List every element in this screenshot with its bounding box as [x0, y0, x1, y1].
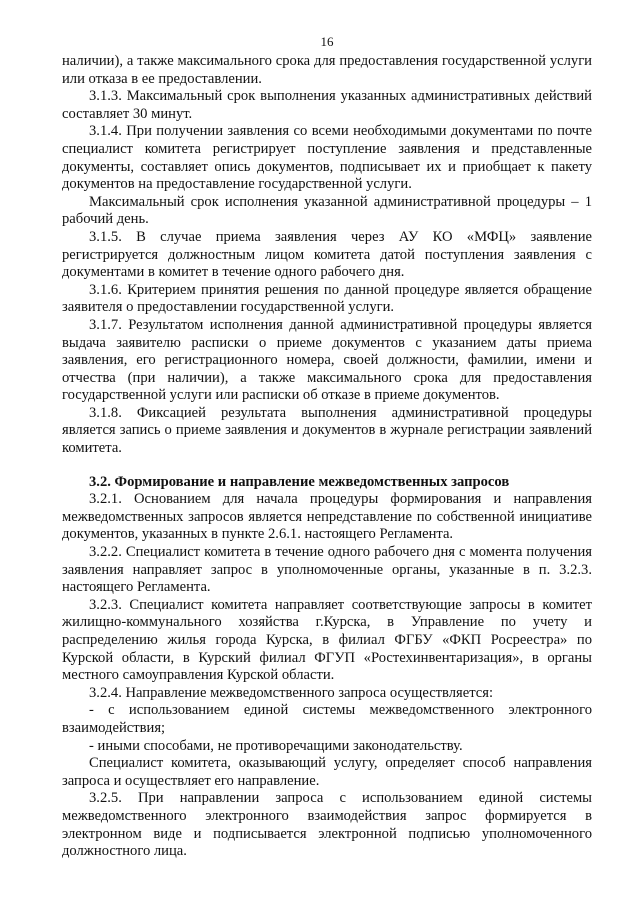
paragraph-3-1-7: 3.1.7. Результатом исполнения данной административной процедуры является выдача заявителю расписки о приеме документов с указанием даты приема заявления, его регистрационного номера, своей должности, фамилии, имени и отчества (при наличии), а также максимального срока для предоставления государственной услуги или расписки об отказе в приеме документов.	[62, 316, 592, 404]
document-body	[62, 53, 592, 861]
paragraph-3-2-3: 3.2.3. Специалист комитета направляет соответствующие запросы в комитет жилищно-коммунального хозяйства г.Курска, в Управление по учету и распределению жилья города Курска, в филиал ФГБУ «ФКП Росреестра» по Курской области, в Курский филиал ФГУП «Ростехинвентаризация», в органы местного самоуправления Курской области.	[62, 596, 592, 684]
paragraph-3-1-8: 3.1.8. Фиксацией результата выполнения административной процедуры является запись о приеме заявления и документов в журнале регистрации заявлений комитета.	[62, 404, 592, 457]
paragraph-max-term: Максимальный срок исполнения указанной административной процедуры – 1 рабочий день.	[62, 193, 592, 228]
page-number: 16	[320, 34, 334, 49]
paragraph-continuation: наличии), а также максимального срока для предоставления государственной услуги или отказа в ее предоставлении.	[62, 53, 592, 87]
list-item-smev: - с использованием единой системы межведомственного электронного взаимодействия;	[62, 702, 592, 736]
paragraph-3-2-2: 3.2.2. Специалист комитета в течение одного рабочего дня с момента получения заявления направляет запрос в уполномоченные органы, указанные в п. 3.2.3. настоящего Регламента.	[62, 544, 592, 596]
paragraph-3-1-5: 3.1.5. В случае приема заявления через АУ КО «МФЦ» заявление регистрируется должностным лицом комитета датой поступления заявления с документами в комитет в течение одного рабочего дня.	[62, 228, 592, 281]
section-heading-3-2: 3.2. Формирование и направление межведомственных запросов	[89, 473, 510, 490]
list-item-other-methods: - иными способами, не противоречащими законодательству.	[89, 737, 463, 754]
paragraph-3-1-3: 3.1.3. Максимальный срок выполнения указанных административных действий составляет 30 минут.	[62, 88, 592, 122]
paragraph-3-2-1: 3.2.1. Основанием для начала процедуры формирования и направления межведомственных запросов является непредставление по собственной инициативе документов, указанных в пункте 2.6.1. настоящего Регламента.	[62, 491, 592, 543]
paragraph-3-2-4: 3.2.4. Направление межведомственного запроса осуществляется:	[89, 684, 494, 701]
paragraph-3-2-5: 3.2.5. При направлении запроса с использованием единой системы межведомственного электронного взаимодействия запрос формируется в электронном виде и подписывается электронной подписью уполномоченного должностного лица.	[62, 790, 592, 860]
paragraph-3-1-4: 3.1.4. При получении заявления со всеми необходимыми документами по почте специалист комитета регистрирует поступление заявления и представленные документы, составляет опись документов, подписывает их и приобщает к пакету документов на предоставление государственной услуги.	[62, 123, 592, 193]
paragraph-3-1-6: 3.1.6. Критерием принятия решения по данной процедуре является обращение заявителя о предоставлении государственной услуги.	[62, 281, 592, 316]
paragraph-specialist: Специалист комитета, оказывающий услугу, определяет способ направления запроса и осуществляет его направление.	[62, 755, 592, 789]
